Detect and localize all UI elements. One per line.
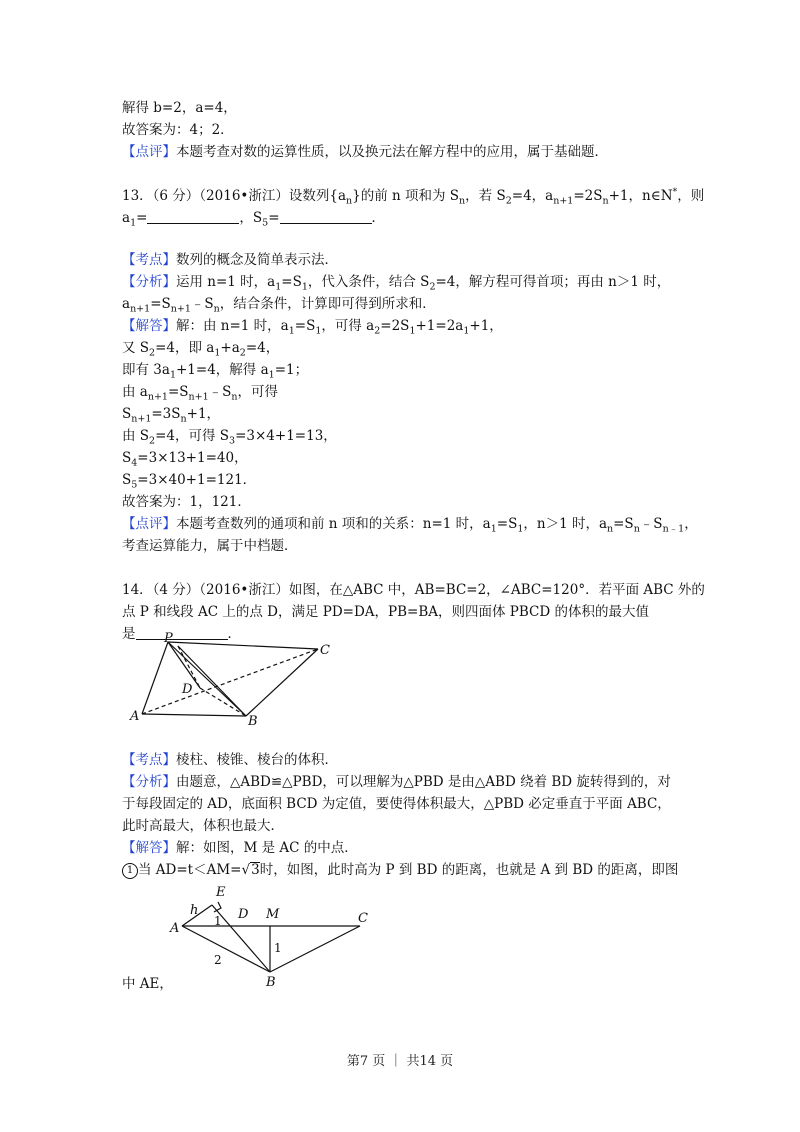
jieda-line: 1 当 AD=t＜AM=√3时，如图，此时高为 P 到 BD 的距离，也就是 A 到 BD 的距离，即图: [122, 860, 678, 880]
fenxi-line: 【分析】运用 n=1 时，$a_1=S_1$，代入条件，结合 $S_2=4$，解方程可得首项；再由 n＞1 时，: [122, 274, 671, 293]
question-13-blanks: $a_1=$ ，$S_5=$ ．: [122, 210, 386, 229]
page-footer: 第7 页 ｜ 共14 页: [346, 1054, 454, 1069]
comment-line: 考查运算能力，属于中档题．: [122, 538, 298, 554]
sqrt-symbol: √: [241, 862, 251, 878]
text-line: 解得 b=2，a=4，: [122, 100, 237, 116]
jieda-line: 由 $S_2=4$，可得 $S_3=3\times 4+1=13$，: [122, 428, 337, 447]
circled-number: 1: [122, 863, 138, 879]
fenxi-line: 【分析】由题意，△ABD≌△PBD，可以理解为△PBD 是由△ABD 绕着 BD 旋转得到的，对: [122, 774, 671, 790]
answer-blank: [147, 209, 239, 224]
kaodian-line: 【考点】棱柱、棱锥、棱台的体积．: [122, 752, 338, 768]
question-14-line: 14．（4 分）（2016•浙江）如图，在△ABC 中，AB=BC=2，∠ABC=120°．若平面 ABC 外的: [122, 582, 705, 598]
label-m: M: [266, 907, 280, 922]
comment-text: 本题考查对数的运算性质，以及换元法在解方程中的应用，属于基础题．: [176, 144, 608, 160]
jieda-line: 中 AE，: [122, 976, 173, 992]
comment-line: 【点评】本题考查数列的通项和前 n 项和的关系：n=1 时，$a_1=S_1$，n＞1 时，$a_n=S_n﹣S_{n﹣1}$，: [122, 516, 698, 535]
fenxi-line: $a_{n+1}=S_{n+1}﹣S_n$，结合条件，计算即可得到所求和．: [122, 296, 436, 315]
label-h: h: [190, 903, 199, 918]
question-14-line: 是 ．: [122, 626, 241, 642]
label-b: B: [266, 975, 276, 990]
distance-figure: [168, 878, 388, 990]
label-c: C: [320, 643, 330, 658]
fenxi-line: 于每段固定的 AD，底面积 BCD 为定值，要使得体积最大，△PBD 必定垂直于平面 ABC，: [122, 796, 671, 812]
jieda-line: $S_{n+1}=3S_n+1$，: [122, 406, 221, 425]
question-14-line: 点 P 和线段 AC 上的点 D，满足 PD=DA，PB=BA，则四面体 PBCD 的体积的最大值: [122, 604, 650, 620]
label-d: D: [182, 682, 193, 697]
jieda-line: $S_4=3\times 13+1=40$，: [122, 450, 248, 469]
label-two: 2: [214, 953, 222, 967]
label-d: D: [238, 907, 249, 922]
question-13-line: 13．（6 分）（2016•浙江）设数列$\{a_n\}$的前 n 项和为 $S_n$，若 $S_2=4$，$a_{n+1}=2S_n+1$，n∈N*，则: [122, 186, 705, 207]
jieda-line: 【解答】解：如图，M 是 AC 的中点．: [122, 840, 358, 856]
fenxi-line: 此时高最大，体积也最大．: [122, 818, 284, 834]
label-b: B: [248, 714, 258, 729]
text-line: 故答案为：4；2．: [122, 122, 234, 138]
answer-blank: [280, 209, 372, 224]
comment-tag: 【点评】: [122, 144, 176, 160]
label-p: P: [164, 631, 173, 646]
label-one: 1: [214, 914, 222, 928]
jieda-line: 由 $a_{n+1}=S_{n+1}﹣S_n$，可得: [122, 384, 279, 403]
label-a: A: [170, 921, 180, 936]
kaodian-line: 【考点】数列的概念及简单表示法．: [122, 252, 338, 268]
jieda-line: $S_5=3\times 40+1=121$．: [122, 472, 257, 491]
jieda-line: 又 $S_2=4$，即 $a_1+a_2=4$，: [122, 340, 280, 359]
answer-line: 故答案为：1，121．: [122, 494, 251, 510]
jieda-line: 即有 $3a_1+1=4$，解得 $a_1=1$；: [122, 362, 309, 381]
label-c: C: [358, 911, 368, 926]
label-one: 1: [274, 941, 282, 955]
tetrahedron-figure: [120, 630, 350, 730]
label-e: E: [216, 885, 226, 900]
label-a: A: [130, 709, 140, 724]
comment-line: [122, 142, 608, 162]
jieda-line: 【解答】解：由 n=1 时，$a_1=S_1$，可得 $a_2=2S_1+1=2a_1+1$，: [122, 318, 503, 337]
